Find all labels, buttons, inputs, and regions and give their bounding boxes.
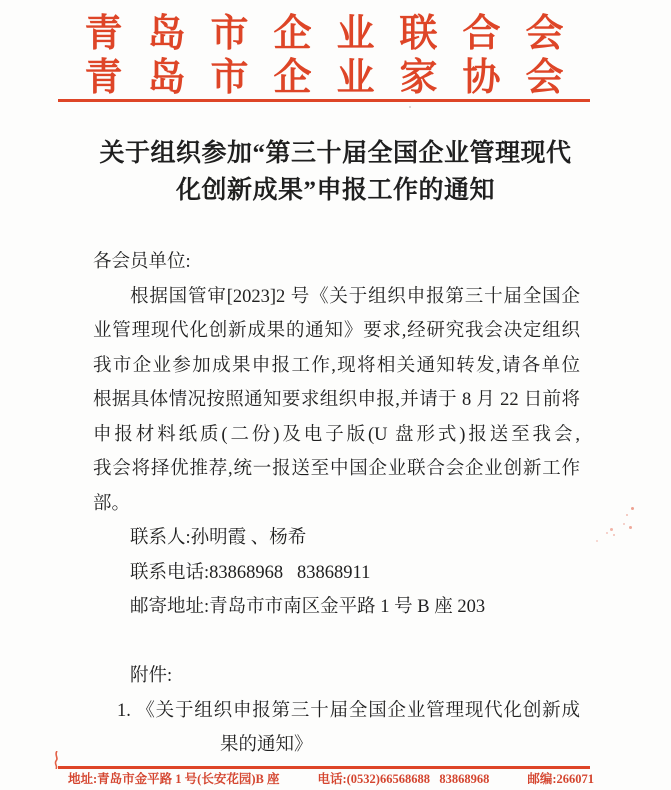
paragraph-line: 根据具体情况按照通知要求组织申报,并请于 8 月 22 日前将 [93, 390, 580, 410]
scan-artifact-speck [613, 534, 615, 536]
scan-artifact-speck [596, 540, 598, 542]
footer-divider [58, 766, 590, 769]
scan-artifact-speck [631, 507, 634, 510]
document-title-line-1: 关于组织参加“第三十届全国企业管理现代 [99, 140, 572, 167]
attachment-item-line-1: 1. 《关于组织申报第三十届全国企业管理现代化创新成 [117, 700, 580, 721]
scan-artifact-speck [409, 106, 411, 108]
footer-phone: 电话:(0532)66568688 83868968 [317, 772, 490, 786]
document-footer [58, 771, 594, 788]
document-title-line-2: 化创新成果”申报工作的通知 [175, 177, 495, 204]
org-name-line-2: 青岛市企业家协会 [84, 57, 589, 99]
scan-artifact-speck [606, 532, 608, 534]
paragraph-line: 我会将择优推荐,统一报送至中国企业联合会企业创新工作 [93, 459, 580, 479]
contact-person-line: 联系人:孙明霞 、杨希 [130, 528, 307, 548]
footer-address: 地址:青岛市金平路 1 号(长安花园)B 座 [68, 772, 280, 786]
attachment-heading: 附件: [130, 666, 173, 686]
paragraph-line: 业管理现代化创新成果的通知》要求,经研究我会决定组织 [93, 321, 580, 341]
footer-postcode: 邮编:266071 [527, 772, 594, 786]
attachment-item-line-2: 果的通知》 [220, 735, 313, 755]
salutation-line: 各会员单位: [93, 252, 191, 272]
org-name-line-1: 青岛市企业联合会 [84, 13, 589, 55]
letterhead-divider [58, 99, 590, 102]
scan-artifact-speck [626, 514, 628, 516]
document-body [93, 245, 580, 763]
paragraph-line: 部。 [93, 493, 131, 514]
scan-artifact-squiggle [53, 751, 60, 769]
document-title [48, 135, 623, 209]
contact-phone-line: 联系电话:83868968 83868911 [130, 562, 371, 583]
paragraph-line: 申报材料纸质(二份)及电子版(U 盘形式)报送至我会, [93, 424, 580, 445]
scan-artifact-speck [623, 523, 625, 525]
paragraph-line: 根据国管审[2023]2 号《关于组织申报第三十届全国企 [130, 286, 580, 307]
paragraph-line: 我市企业参加成果申报工作,现将相关通知转发,请各单位 [93, 355, 580, 376]
scan-artifact-speck [610, 528, 613, 531]
mailing-address-line: 邮寄地址:青岛市市南区金平路 1 号 B 座 203 [130, 597, 486, 617]
scan-artifact-speck [629, 526, 632, 529]
letterhead [58, 12, 590, 100]
